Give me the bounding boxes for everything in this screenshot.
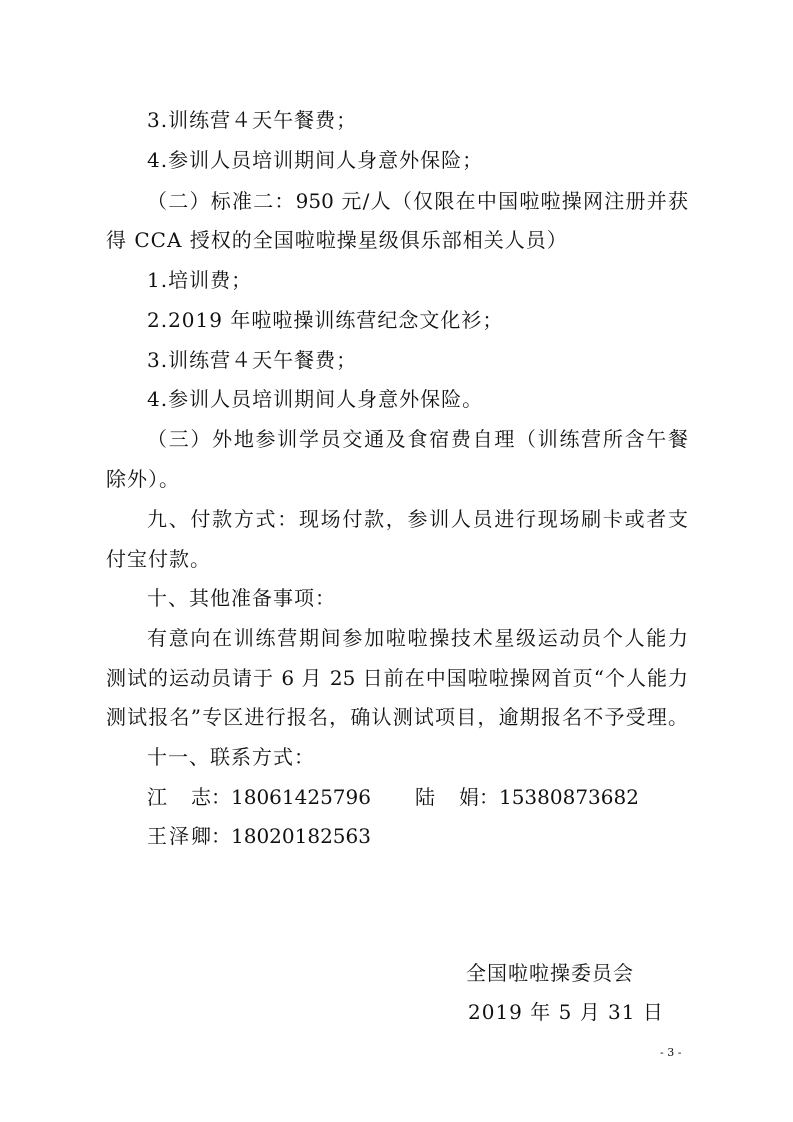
- contact-row-1: [147, 783, 639, 811]
- contact-separator: ：: [211, 785, 231, 809]
- contact-separator: ：: [478, 785, 499, 809]
- contact-name: 陆 娟: [414, 785, 479, 809]
- page-number: - 3 -: [660, 1046, 682, 1059]
- contact-phone: 15380873682: [498, 785, 639, 809]
- std2-item-insurance: 4.参训人员培训期间人身意外保险。: [147, 387, 484, 411]
- contact-phone: 18020182563: [231, 824, 371, 848]
- signature-organization: 全国啦啦操委员会: [466, 961, 634, 985]
- section-three-travel: （三）外地参训学员交通及食宿费自理（训练营所含午餐: [147, 427, 688, 451]
- contact-phone: 18061425796: [231, 785, 371, 809]
- standard-two-heading-cont: 得 CCA 授权的全国啦啦操星级俱乐部相关人员）: [106, 228, 568, 252]
- contact-name: 王泽卿: [147, 824, 211, 848]
- std2-item-lunch: 3.训练营４天午餐费；: [147, 348, 358, 372]
- contact-separator: ：: [211, 824, 231, 848]
- section-three-travel-cont: 除外）。: [106, 467, 180, 491]
- test-registration-para-3: 测试报名”专区进行报名，确认测试项目，逾期报名不予受理。: [106, 705, 688, 729]
- standard-two-heading: （二）标准二：950 元/人（仅限在中国啦啦操网注册并获: [147, 189, 688, 213]
- contact-heading: 十一、联系方式：: [147, 745, 315, 769]
- test-registration-para-2: 测试的运动员请于 6 月 25 日前在中国啦啦操网首页“个人能力: [106, 666, 688, 690]
- fee-item-insurance: 4.参训人员培训期间人身意外保险；: [147, 148, 484, 172]
- contact-name: 江 志: [147, 785, 211, 809]
- payment-method-cont: 付宝付款。: [106, 547, 211, 571]
- test-registration-para-1: 有意向在训练营期间参加啦啦操技术星级运动员个人能力: [147, 626, 688, 650]
- std2-item-tshirt: 2.2019 年啦啦操训练营纪念文化衫；: [147, 308, 504, 332]
- other-preparation-heading: 十、其他准备事项：: [147, 586, 336, 610]
- signature-date: 2019 年 5 月 31 日: [468, 1000, 664, 1024]
- contact-row-2: [147, 822, 371, 850]
- fee-item-lunch: 3.训练营４天午餐费；: [147, 108, 358, 132]
- payment-method: 九、付款方式：现场付款，参训人员进行现场刷卡或者支: [147, 507, 688, 531]
- std2-item-training-fee: 1.培训费；: [147, 268, 253, 292]
